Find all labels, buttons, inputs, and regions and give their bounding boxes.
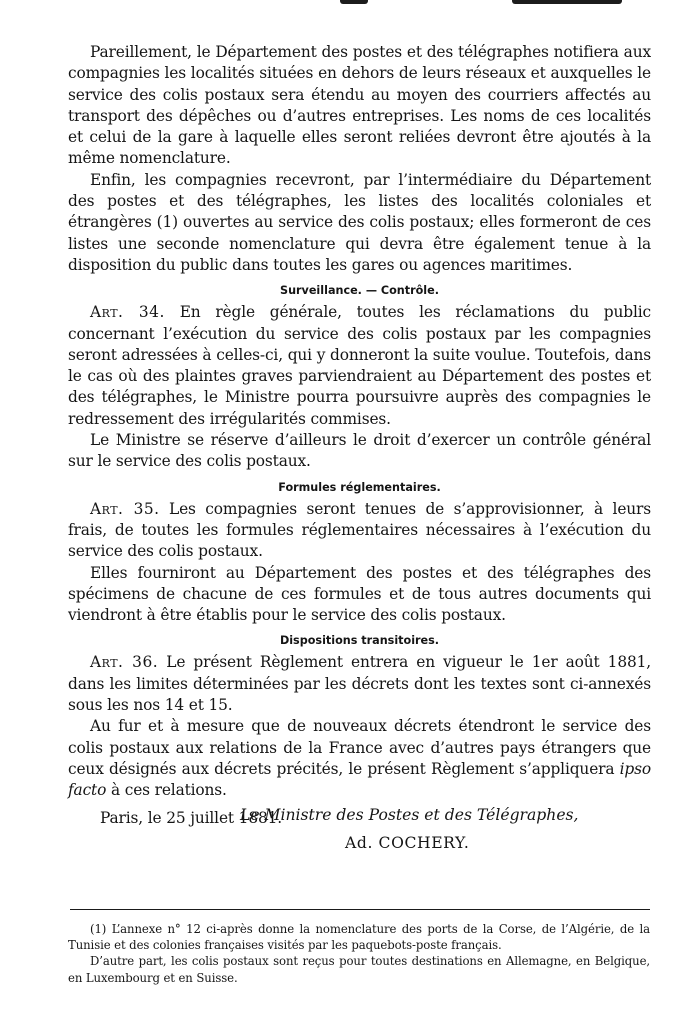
cropped-header-fragment: [0, 0, 693, 12]
signature-name: Ad. COCHERY.: [345, 834, 470, 852]
article-34: [68, 302, 651, 430]
article-36-text: Le présent Règlement entrera en vigueur le 1er août 1881, dans les limites déterminées par les décrets dont les textes sont ci-annexés sous les nos 14 et 15.: [68, 653, 651, 715]
ipso-facto: ipso facto: [68, 759, 651, 800]
paragraph-enfin: Enfin, les compagnies recevront, par l’intermédiaire du Département des postes et des télégraphes, les listes des localités coloniales et étrangères (1) ouvertes au service des colis postaux; elles formeront de ces listes une seconde nomenclature qui devra être également tenue à la disposition du public dans toutes les gares ou agences maritimes.: [68, 170, 651, 274]
footnotes: [68, 921, 650, 986]
article-34-text: En règle générale, toutes les réclamations du public concernant l’exécution du service des colis postaux par les compagnies seront adressées à celles-ci, qui y donneront la suite voulue. Toutefois, dans le cas où des plaintes graves parviendraient au Département des postes et des télégraphes, le Ministre pourra poursuivre auprès des compagnies le redressement des irrégularités commises.: [68, 303, 651, 428]
body-text: [68, 42, 651, 829]
paragraph-controle: Le Ministre se réserve d’ailleurs le droit d’exercer un contrôle général sur le service des colis postaux.: [68, 431, 651, 471]
heading-surveillance: Surveillance. — Contrôle.: [280, 284, 439, 298]
footnote-1: (1) L’annexe n° 12 ci-après donne la nomenclature des ports de la Corse, de l’Algérie, de la Tunisie et des colonies françaises visités par les paquebots-poste français.: [68, 922, 650, 953]
paragraph-localites: Pareillement, le Département des postes et des télégraphes notifiera aux compagnies les localités situées en dehors de leurs réseaux et auxquelles le service des colis postaux sera étendu au moyen des courriers affectés au transport des dépêches ou d’autres entreprises. Les noms de ces localités et celui de la gare à laquelle elles seront reliées devront être ajoutés à la même nomenclature.: [68, 43, 651, 168]
signature-title: Le Ministre des Postes et des Télégraphes,: [240, 806, 579, 824]
article-35-label: Art. 35.: [90, 499, 160, 518]
paragraph-fur-text: Au fur et à mesure que de nouveaux décrets étendront le service des colis postaux aux relations de la France avec d’autres pays étrangers que ceux désignés aux décrets précités, le présent Règlement s’appliquera: [68, 717, 651, 778]
article-36: [68, 652, 651, 716]
heading-formules: Formules réglementaires.: [278, 480, 441, 494]
place-date: Paris, le 25 juillet 1881.: [100, 808, 282, 827]
footnote-divider: [70, 909, 650, 910]
article-35: [68, 499, 651, 563]
article-34-label: Art. 34.: [90, 303, 165, 322]
paragraph-fur-et-mesure: [68, 716, 651, 801]
heading-dispositions: Dispositions transitoires.: [279, 634, 440, 648]
paragraph-specimens: Elles fourniront au Département des postes et des télégraphes des spécimens de chacune de ces formules et de tous autres documents qui viendront à être établis pour le service des colis postaux.: [68, 563, 651, 625]
footnote-2: D’autre part, les colis postaux sont reçus pour toutes destinations en Allemagne, en Belgique, en Luxembourg et en Suisse.: [68, 954, 650, 985]
article-36-label: Art. 36.: [90, 653, 159, 672]
article-35-text: Les compagnies seront tenues de s’approvisionner, à leurs frais, de toutes les formules réglementaires nécessaires à l’exécution du service des colis postaux.: [68, 499, 651, 561]
paragraph-fur-end: à ces relations.: [110, 781, 227, 800]
